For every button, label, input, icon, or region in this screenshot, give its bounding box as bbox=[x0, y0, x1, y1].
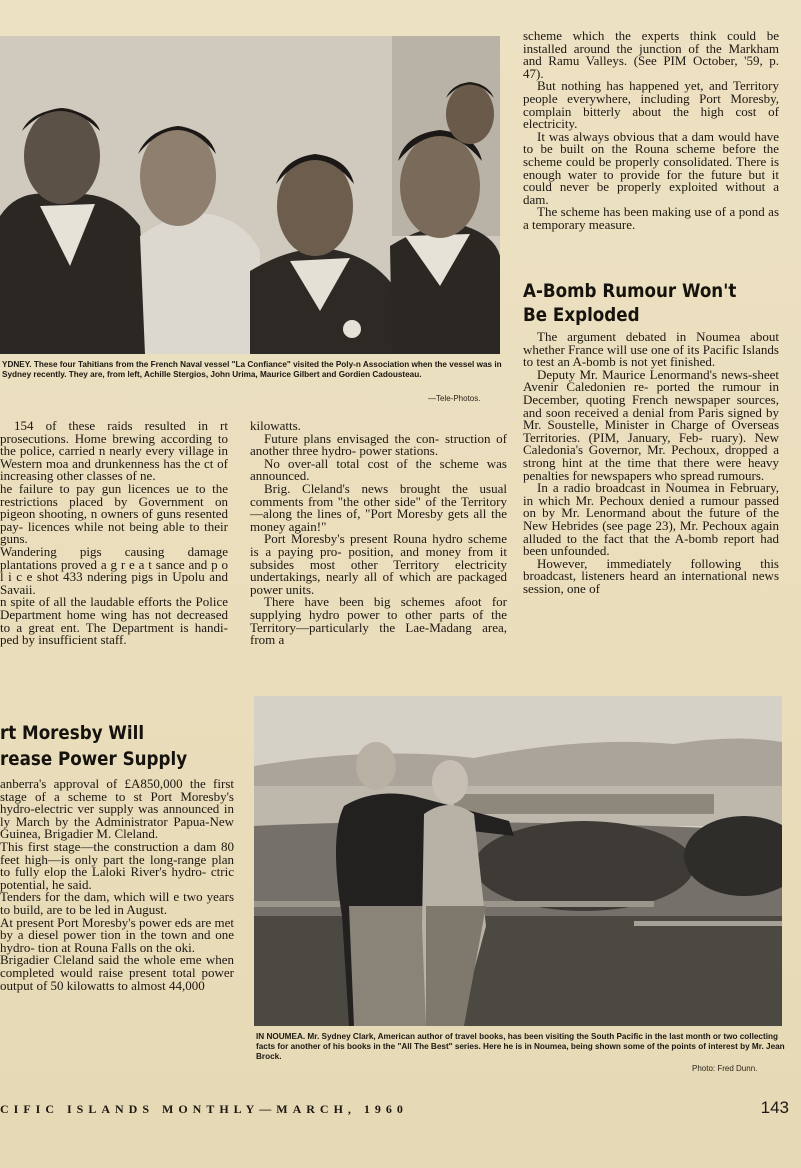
paragraph: In a radio broadcast in Noumea in February, in which Mr. Pechoux denied a rumour passed on by Mr. Lenormand about the future of the New Hebrides (see page 23), Mr. Pechoux again alluded to the fact that the A-bomb report had been unfounded. bbox=[523, 480, 779, 559]
noumea-photo bbox=[254, 696, 782, 1026]
article-column-right-bottom bbox=[523, 331, 779, 595]
paragraph: This first stage—the construction a dam 80 feet high—is only part the long-range plan to fully elop the Laloki River's hydro- ctric potential, he said. bbox=[0, 838, 234, 892]
photo-credit-bottom: Photo: Fred Dunn. bbox=[692, 1064, 758, 1073]
tahitians-illustration bbox=[0, 36, 500, 354]
paragraph: kilowatts. bbox=[250, 418, 301, 433]
headline-moresby-line1: rt Moresby Will bbox=[0, 722, 145, 744]
paragraph: Port Moresby's present Rouna hydro scheme is a paying pro- position, and money from it subsides most other Territory electricity undertakings, nearly all of which are packaged power units. bbox=[250, 531, 507, 597]
photo-credit-top: —Tele-Photos. bbox=[428, 394, 481, 403]
noumea-illustration bbox=[254, 696, 782, 1026]
paragraph: he failure to pay gun licences ue to the restrictions placed by Government on pigeon shooting, n owners of guns resented pay- licences while not being able to their guns. bbox=[0, 480, 228, 547]
headline-abomb-line2: Be Exploded bbox=[523, 304, 640, 326]
paragraph: The argument debated in Noumea about whether France will use one of its Pacific Islands to test an A-bomb is not yet finished. bbox=[523, 329, 779, 370]
paragraph: It was always obvious that a dam would have to be built on the Rouna scheme before the scheme could be properly consolidated. There is enough water to provide for the future but it could never be properly exploited without a dam. bbox=[523, 128, 779, 207]
photo-caption-top: YDNEY. These four Tahitians from the French Naval vessel "La Confiance" visited the Poly-n Association when the vessel was in Sydney recently. They are, from left, Achille Stergios, John Urima, Maurice Gilbert and Gordien Cadousteau. bbox=[2, 360, 502, 379]
paragraph: 154 of these raids resulted in rt prosecutions. Home brewing according to the police, carried n nearly every village in Western moa and drunkenness has the ct of increasing other classes of ne. bbox=[0, 418, 228, 484]
paragraph: Wandering pigs causing damage plantations proved a g r e a t sance and p o l i c e shot 433 ndering pigs in Upolu and Savaii. bbox=[0, 543, 228, 597]
page-number: 143 bbox=[760, 1098, 789, 1117]
paragraph: Tenders for the dam, which will e two years to build, are to be led in August. bbox=[0, 889, 234, 917]
paragraph: Brigadier Cleland said the whole eme when completed would raise present total power output of 50 kilowatts to almost 44,000 bbox=[0, 952, 234, 993]
article-column-left bbox=[0, 420, 228, 647]
paragraph: However, immediately following this broadcast, listeners heard an international news session, one of bbox=[523, 555, 779, 596]
paragraph: There have been big schemes afoot for supplying hydro power to other parts of the Territory—particularly the Lae-Madang area, from a bbox=[250, 594, 507, 648]
page-footer bbox=[0, 1100, 801, 1124]
paragraph: Brig. Cleland's news brought the usual comments from "the other side" of the Territory—along the lines of, "Port Moresby gets all the money again!" bbox=[250, 480, 507, 534]
photo-caption-bottom: IN NOUMEA. Mr. Sydney Clark, American author of travel books, has been visiting the South Pacific in the last month or two collecting facts for another of his books in the "All The Best" series. Here he is in Noumea, being shown some of the points of interest by Mr. Jean Brock. bbox=[256, 1032, 785, 1061]
article-column-left-bottom bbox=[0, 778, 234, 992]
paragraph: scheme which the experts think could be installed around the junction of the Markham and Ramu Valleys. (See PIM October, '59, p. 47). bbox=[523, 28, 779, 81]
tahitians-photo bbox=[0, 36, 500, 354]
paragraph: Future plans envisaged the con- struction of another three hydro- power stations. bbox=[250, 430, 507, 459]
paragraph: At present Port Moresby's power eds are met by a diesel power tion in the town and one hydro- tion at Rouna Falls on the oki. bbox=[0, 914, 234, 955]
paragraph: Deputy Mr. Maurice Lenormand's news-sheet Avenir Caledonien re- ported the rumour in December, quoting French newspaper sources, and soon received a denial from Paris signed by Mr. Soustelle, Minister in Charge of Overseas Territories. (PIM, January, Feb- ruary). New Caledonia's Governor, Mr. Pechoux, dropped a strong hint at the time that there were heavy penalties for newspapers who spread rumours. bbox=[523, 366, 779, 483]
paragraph: The scheme has been making use of a pond as a temporary measure. bbox=[523, 204, 779, 232]
headline-abomb-line1: A-Bomb Rumour Won't bbox=[523, 280, 737, 302]
footer-publication: CIFIC ISLANDS MONTHLY—MARCH, 1960 bbox=[0, 1102, 408, 1116]
article-column-middle bbox=[250, 420, 507, 647]
paragraph: anberra's approval of £A850,000 the first stage of a scheme to st Port Moresby's hydro-electric ver supply was announced in ly March by the Administrator Papua-New Guinea, Brigadier M. Cleland. bbox=[0, 776, 234, 842]
paragraph: n spite of all the laudable efforts the Police Department home wing has not decreased to a great ent. The Department is handi- ped by insufficient staff. bbox=[0, 594, 228, 648]
headline-moresby-line2: rease Power Supply bbox=[0, 748, 188, 770]
article-column-right-top bbox=[523, 30, 779, 232]
paragraph: No over-all total cost of the scheme was announced. bbox=[250, 455, 507, 484]
paragraph: But nothing has happened yet, and Territory people everywhere, including Port Moresby, complain bitterly about the high cost of electricity. bbox=[523, 78, 779, 132]
